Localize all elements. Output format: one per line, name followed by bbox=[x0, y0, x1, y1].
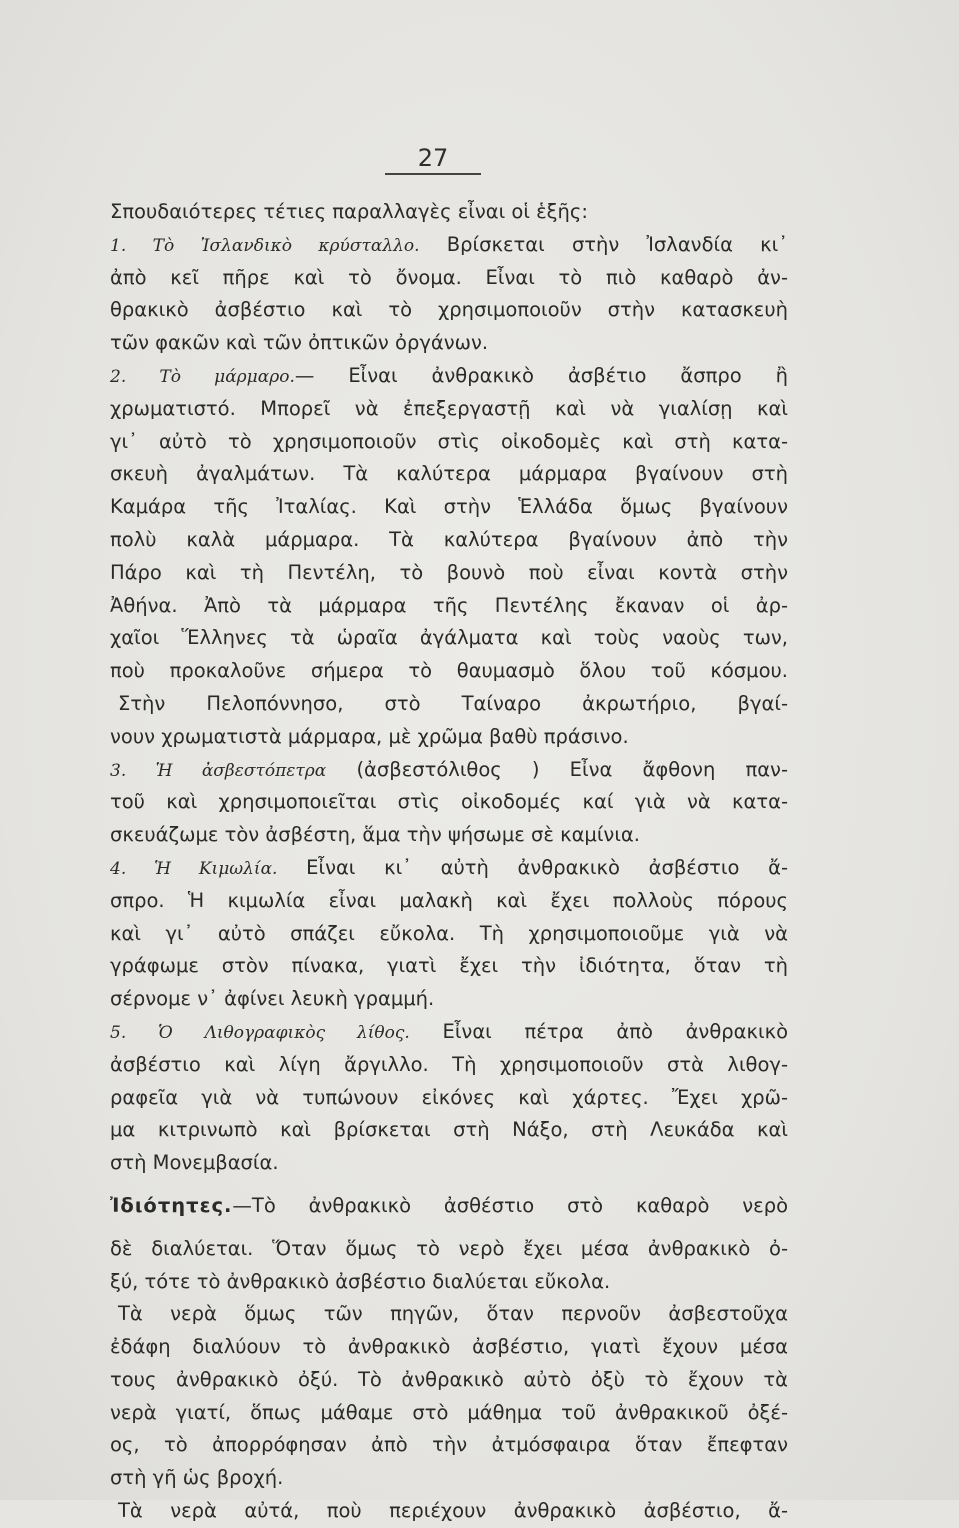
text-line bbox=[110, 1190, 788, 1223]
text-line bbox=[110, 1429, 788, 1462]
line-text: Πάρο καὶ τὴ Πεντέλη, τὸ βουνὸ ποὺ εἶναι κοντὰ στὴν bbox=[110, 560, 788, 584]
text-line bbox=[110, 885, 788, 918]
text-line bbox=[110, 1462, 788, 1495]
item-number: 4. bbox=[110, 858, 155, 879]
text-line bbox=[110, 918, 788, 951]
line-text: χαῖοι Ἕλληνες τὰ ὡραῖα ἀγάλματα καὶ τοὺς ναοὺς των, bbox=[110, 626, 788, 650]
item-heading: Τὸ μάρμαρο. bbox=[159, 366, 295, 387]
line-text: σκευὴ ἀγαλμάτων. Τὰ καλύτερα μάρμαρα βγαίνουν στὴ bbox=[110, 462, 788, 486]
section-heading: Ἰδιότητες. bbox=[110, 1193, 233, 1217]
item-number: 3. bbox=[110, 760, 156, 781]
line-text: σέρνομε ν᾿ ἀφίνει λευκὴ γραμμή. bbox=[110, 987, 435, 1011]
line-text: ξύ, τότε τὸ ἀνθρακικὸ ἀσβέστιο διαλύεται εὔκολα. bbox=[110, 1269, 611, 1293]
text-line bbox=[110, 655, 788, 688]
text-line bbox=[110, 622, 788, 655]
item-heading: Ἡ ἀσβεστόπετρα bbox=[155, 760, 327, 781]
line-text: σπρο. Ἡ κιμωλία εἶναι μαλακὴ καὶ ἔχει πολλοὺς πόρους bbox=[110, 888, 788, 912]
item-heading: Ὁ Λιθογραφικὸς λίθος. bbox=[158, 1022, 410, 1043]
body-text bbox=[110, 196, 788, 1528]
line-text: (ἀσβεστόλιθος ) Εἶνα ἄφθονη παν- bbox=[326, 757, 788, 781]
line-text: μα κιτρινωπὸ καὶ βρίσκεται στὴ Νάξο, στὴ Λευκάδα καὶ bbox=[110, 1118, 788, 1142]
text-line bbox=[110, 1298, 788, 1331]
line-text: θρακικὸ ἀσβέστιο καὶ τὸ χρησιμοποιοῦν στὴν κατασκευὴ bbox=[110, 298, 788, 322]
item-heading: Τὸ Ἰσλανδικὸ κρύσταλλο. bbox=[152, 235, 420, 256]
text-line bbox=[110, 950, 788, 983]
item-number: 5. bbox=[110, 1022, 159, 1043]
line-text: τοῦ καὶ χρησιμοποιεῖται στὶς οἰκοδομές καί γιὰ νὰ κατα- bbox=[110, 790, 788, 814]
page-number: 27 bbox=[385, 144, 481, 175]
text-line bbox=[110, 1147, 788, 1180]
item-number: 2. bbox=[110, 366, 160, 387]
text-line bbox=[110, 1016, 788, 1049]
line-text: χρωματιστό. Μπορεῖ νὰ ἐπεξεργαστῇ καὶ νὰ γιαλίσῃ καὶ bbox=[110, 396, 788, 420]
line-text: Καμάρα τῆς Ἰταλίας. Καὶ στὴν Ἑλλάδα ὅμως βγαίνουν bbox=[110, 495, 788, 519]
text-line bbox=[110, 786, 788, 819]
line-text: Σπουδαιότερες τέτιες παραλλαγὲς εἶναι οἱ ἑξῆς: bbox=[110, 200, 588, 223]
item-heading: Ἡ Κιμωλία. bbox=[154, 858, 278, 879]
line-text: ποὺ προκαλοῦνε σήμερα τὸ θαυμασμὸ ὅλου τοῦ κόσμου. bbox=[110, 659, 788, 683]
text-line bbox=[110, 1364, 788, 1397]
line-text: Στὴν Πελοπόννησο, στὸ Ταίναρο ἀκρωτήριο, βγαί- bbox=[118, 691, 788, 715]
text-line bbox=[110, 1331, 788, 1364]
line-text: —Τὸ ἀνθρακικὸ ἀσθέστιο στὸ καθαρὸ νερὸ bbox=[232, 1193, 788, 1217]
line-text: Τὰ νερὰ ὅμως τῶν πηγῶν, ὅταν περνοῦν ἀσβεστοῦχα bbox=[118, 1302, 788, 1326]
text-line bbox=[110, 983, 788, 1016]
line-text: ἐδάφη διαλύουν τὸ ἀνθρακικὸ ἀσβέστιο, γιατὶ ἔχουν μέσα bbox=[110, 1335, 788, 1359]
line-text: στὴ Μονεμβασία. bbox=[110, 1151, 279, 1175]
text-line bbox=[110, 393, 788, 426]
line-text: Εἶναι πέτρα ἀπὸ ἀνθρακικὸ bbox=[409, 1019, 789, 1043]
text-line bbox=[110, 852, 788, 885]
line-text: τῶν φακῶν καὶ τῶν ὀπτικῶν ὀργάνων. bbox=[110, 331, 489, 355]
text-line bbox=[110, 819, 788, 852]
line-text: ἀσβέστιο καὶ λίγη ἄργιλλο. Τὴ χρησιμοποιοῦν στὰ λιθογ- bbox=[110, 1052, 788, 1076]
text-line bbox=[110, 1233, 788, 1266]
line-text: Εἶναι κι᾿ αὐτὴ ἀνθρακικὸ ἀσβέστιο ἄ- bbox=[277, 855, 789, 879]
paragraph-gap bbox=[110, 1223, 788, 1233]
text-line bbox=[110, 229, 788, 262]
text-line bbox=[110, 262, 788, 295]
text-line bbox=[110, 688, 788, 721]
line-text: νουν χρωματιστὰ μάρμαρα, μὲ χρῶμα βαθὺ πράσινο. bbox=[110, 724, 629, 748]
line-text: γράφωμε στὸν πίνακα, γιατὶ ἔχει τὴν ἰδιότητα, ὅταν τὴ bbox=[110, 954, 788, 978]
text-line bbox=[110, 1082, 788, 1115]
text-line bbox=[110, 360, 788, 393]
line-text: στὴ γῆ ὡς βροχή. bbox=[110, 1466, 284, 1490]
text-line bbox=[110, 590, 788, 623]
text-line bbox=[110, 524, 788, 557]
text-line bbox=[110, 754, 788, 787]
line-text: ος, τὸ ἀπορρόφησαν ἀπὸ τὴν ἀτμόσφαιρα ὅταν ἔπεφταν bbox=[110, 1433, 788, 1457]
text-line bbox=[110, 491, 788, 524]
text-line bbox=[110, 1114, 788, 1147]
text-line bbox=[110, 196, 788, 229]
text-line bbox=[110, 294, 788, 327]
line-text: καὶ γι᾿ αὐτὸ σπάζει εὔκολα. Τὴ χρησιμοποιοῦμε γιὰ νὰ bbox=[110, 921, 788, 945]
text-line bbox=[110, 721, 788, 754]
line-text: τους ἀνθρακικὸ ὀξύ. Τὸ ἀνθρακικὸ αὐτὸ ὀξὺ τὸ ἔχουν τὰ bbox=[110, 1367, 788, 1391]
item-number: 1. bbox=[110, 235, 153, 256]
text-line bbox=[110, 1397, 788, 1430]
paragraph-gap bbox=[110, 1180, 788, 1190]
line-text: Βρίσκεται στὴν Ἰσλανδία κι᾿ bbox=[419, 232, 789, 256]
line-text: γι᾿ αὐτὸ τὸ χρησιμοποιοῦν στὶς οἰκοδομὲς καὶ στὴ κατα- bbox=[110, 429, 788, 453]
text-line bbox=[110, 557, 788, 590]
line-text: Ἀθήνα. Ἀπὸ τὰ μάρμαρα τῆς Πεντέλης ἔκαναν οἱ ἀρ- bbox=[110, 593, 788, 617]
line-text: Τὰ νερὰ αὐτά, ποὺ περιέχουν ἀνθρακικὸ ἀσβέστιο, ἄ- bbox=[118, 1499, 788, 1523]
line-text: πολὺ καλὰ μάρμαρα. Τὰ καλύτερα βγαίνουν ἀπὸ τὴν bbox=[110, 527, 788, 551]
line-text: σκευάζωμε τὸν ἀσβέστη, ἅμα τὴν ψήσωμε σὲ καμίνια. bbox=[110, 823, 640, 847]
text-line bbox=[110, 426, 788, 459]
line-text: ραφεῖα γιὰ νὰ τυπώνουν εἰκόνες καὶ χάρτες. Ἔχει χρῶ- bbox=[110, 1085, 788, 1109]
text-line bbox=[110, 1049, 788, 1082]
line-text: νερὰ γιατί, ὅπως μάθαμε στὸ μάθημα τοῦ ἀνθρακικοῦ ὀξέ- bbox=[110, 1400, 788, 1424]
text-line bbox=[110, 327, 788, 360]
line-text: ἀπὸ κεῖ πῆρε καὶ τὸ ὄνομα. Εἶναι τὸ πιὸ καθαρὸ ἀν- bbox=[110, 265, 788, 289]
line-text: — Εἶναι ἀνθρακικὸ ἀσβέτιο ἄσπρο ἢ bbox=[294, 363, 788, 387]
text-line bbox=[110, 1266, 788, 1299]
line-text: δὲ διαλύεται. Ὅταν ὅμως τὸ νερὸ ἔχει μέσα ἀνθρακικὸ ὀ- bbox=[110, 1236, 788, 1260]
text-line bbox=[110, 458, 788, 491]
